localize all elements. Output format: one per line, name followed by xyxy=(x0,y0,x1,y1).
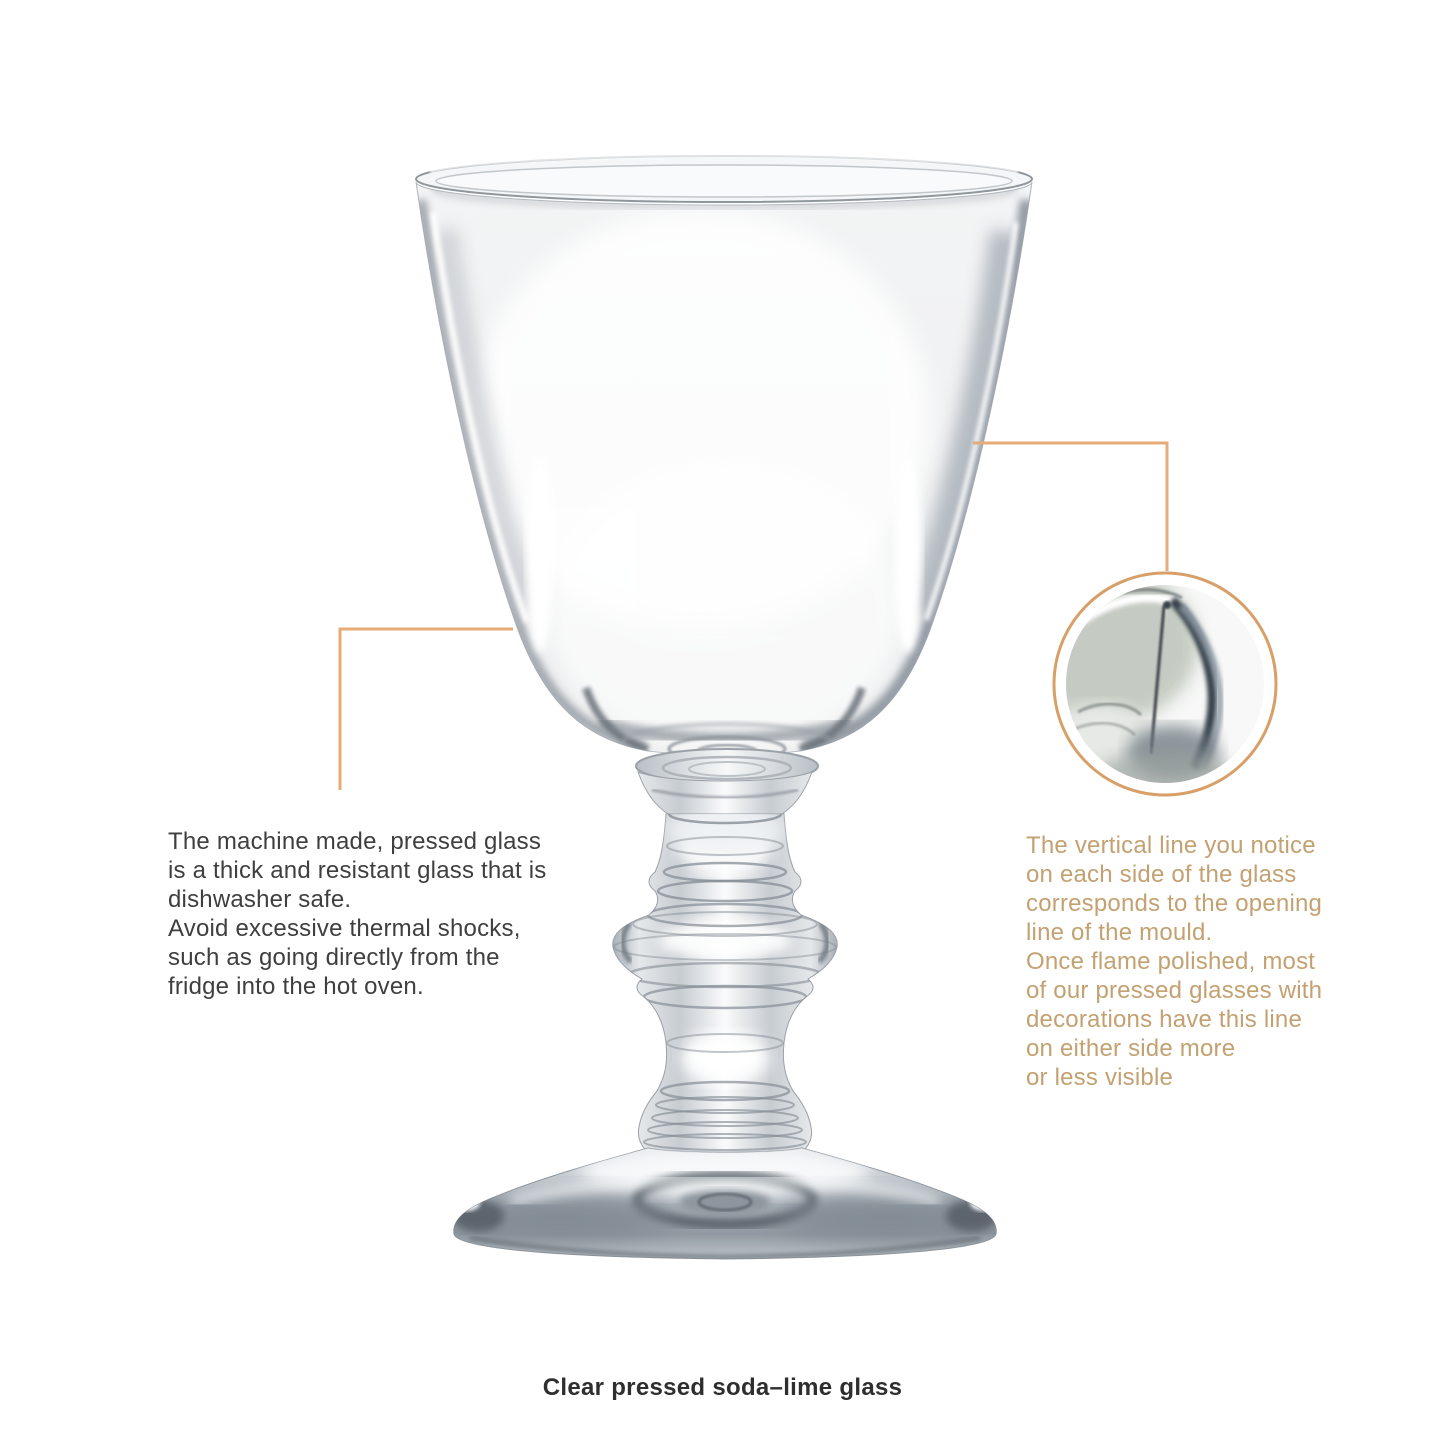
note-line: is a thick and resistant glass that is xyxy=(168,857,547,884)
note-line: Avoid excessive thermal shocks, xyxy=(168,915,521,942)
note-line: Once flame polished, most xyxy=(1026,948,1316,975)
note-line: on each side of the glass xyxy=(1026,861,1297,888)
goblet-foot xyxy=(448,1146,1002,1259)
mould-line-detail-inset xyxy=(1002,545,1310,804)
note-line: line of the mould. xyxy=(1026,919,1213,946)
note-line: corresponds to the opening xyxy=(1026,890,1323,917)
goblet-bowl xyxy=(416,156,1032,764)
goblet-stem xyxy=(613,802,837,1152)
note-line: or less visible xyxy=(1026,1064,1174,1091)
note-line: of our pressed glasses with xyxy=(1026,977,1323,1004)
note-line: decorations have this line xyxy=(1026,1006,1303,1033)
goblet-stem-collar xyxy=(636,749,818,814)
note-line: such as going directly from the xyxy=(168,944,500,971)
right-note xyxy=(1026,831,1356,1092)
callout-right-line xyxy=(973,443,1167,571)
note-line: The machine made, pressed glass xyxy=(168,828,542,855)
note-line: on either side more xyxy=(1026,1035,1236,1062)
left-note xyxy=(168,827,558,1001)
callout-left-line xyxy=(340,629,513,790)
bottom-caption: Clear pressed soda–lime glass xyxy=(542,1374,903,1401)
note-line: dishwasher safe. xyxy=(168,886,352,913)
note-line: The vertical line you notice xyxy=(1026,832,1316,859)
note-line: fridge into the hot oven. xyxy=(168,973,424,1000)
